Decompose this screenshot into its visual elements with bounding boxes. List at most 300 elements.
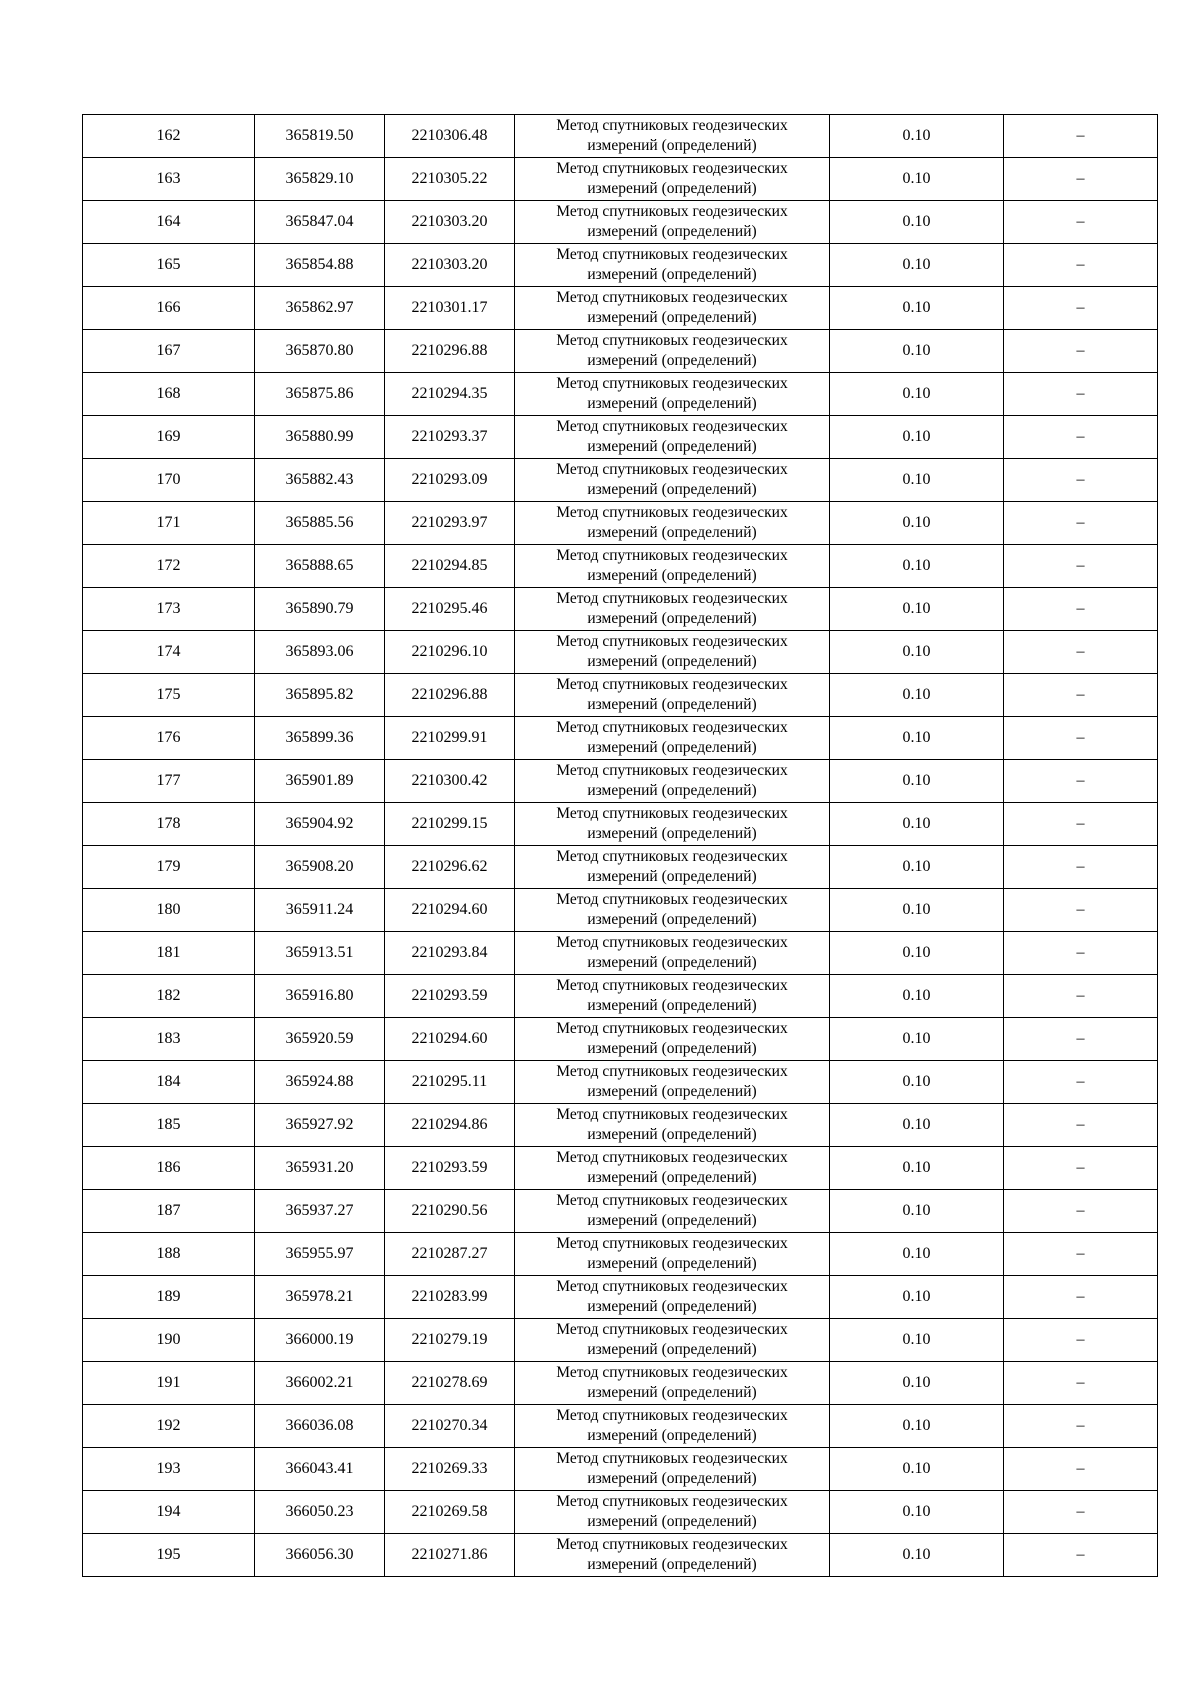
method-cell [515,889,830,932]
point-number-cell: 182 [83,975,255,1018]
y-coordinate-cell: 2210287.27 [385,1233,515,1276]
x-coordinate-cell: 365829.10 [255,158,385,201]
x-coordinate-cell: 365913.51 [255,932,385,975]
y-coordinate-cell: 2210300.42 [385,760,515,803]
table-row [83,1534,1158,1577]
method-cell [515,1448,830,1491]
note-cell: – [1004,1104,1158,1147]
note-cell: – [1004,416,1158,459]
method-line-2: измерений (определений) [587,1169,757,1186]
x-coordinate-cell: 365937.27 [255,1190,385,1233]
method-line-2: измерений (определений) [587,1212,757,1229]
method-line-2: измерений (определений) [587,266,757,283]
method-line-1: Метод спутниковых геодезических [556,1235,788,1252]
method-cell [515,1276,830,1319]
method-line-2: измерений (определений) [587,481,757,498]
table-row [83,674,1158,717]
y-coordinate-cell: 2210290.56 [385,1190,515,1233]
accuracy-cell: 0.10 [830,115,1004,158]
accuracy-cell: 0.10 [830,932,1004,975]
x-coordinate-cell: 365819.50 [255,115,385,158]
point-number-cell: 179 [83,846,255,889]
method-cell [515,459,830,502]
method-line-2: измерений (определений) [587,352,757,369]
method-cell [515,416,830,459]
accuracy-cell: 0.10 [830,760,1004,803]
table-row [83,889,1158,932]
method-line-1: Метод спутниковых геодезических [556,203,788,220]
table-row [83,717,1158,760]
y-coordinate-cell: 2210295.11 [385,1061,515,1104]
method-line-2: измерений (определений) [587,438,757,455]
y-coordinate-cell: 2210306.48 [385,115,515,158]
method-cell [515,330,830,373]
y-coordinate-cell: 2210299.91 [385,717,515,760]
note-cell: – [1004,545,1158,588]
method-line-2: измерений (определений) [587,1040,757,1057]
method-line-1: Метод спутниковых геодезических [556,461,788,478]
table-row [83,1233,1158,1276]
y-coordinate-cell: 2210269.33 [385,1448,515,1491]
accuracy-cell: 0.10 [830,803,1004,846]
method-line-2: измерений (определений) [587,1083,757,1100]
y-coordinate-cell: 2210293.09 [385,459,515,502]
method-line-2: измерений (определений) [587,1126,757,1143]
accuracy-cell: 0.10 [830,201,1004,244]
point-number-cell: 184 [83,1061,255,1104]
y-coordinate-cell: 2210296.62 [385,846,515,889]
y-coordinate-cell: 2210294.35 [385,373,515,416]
table-row [83,1061,1158,1104]
note-cell: – [1004,631,1158,674]
point-number-cell: 177 [83,760,255,803]
x-coordinate-cell: 365893.06 [255,631,385,674]
x-coordinate-cell: 365899.36 [255,717,385,760]
note-cell: – [1004,1405,1158,1448]
table-row [83,1319,1158,1362]
method-line-2: измерений (определений) [587,524,757,541]
note-cell: – [1004,1018,1158,1061]
method-line-1: Метод спутниковых геодезических [556,246,788,263]
table-row [83,588,1158,631]
y-coordinate-cell: 2210293.97 [385,502,515,545]
x-coordinate-cell: 365885.56 [255,502,385,545]
point-number-cell: 174 [83,631,255,674]
table-row [83,1491,1158,1534]
point-number-cell: 178 [83,803,255,846]
table-row [83,1448,1158,1491]
table-row [83,330,1158,373]
method-cell [515,1147,830,1190]
point-number-cell: 188 [83,1233,255,1276]
method-line-2: измерений (определений) [587,610,757,627]
accuracy-cell: 0.10 [830,244,1004,287]
y-coordinate-cell: 2210303.20 [385,244,515,287]
note-cell: – [1004,846,1158,889]
point-number-cell: 194 [83,1491,255,1534]
x-coordinate-cell: 365882.43 [255,459,385,502]
method-cell [515,631,830,674]
point-number-cell: 187 [83,1190,255,1233]
table-row [83,545,1158,588]
method-line-2: измерений (определений) [587,997,757,1014]
method-line-2: измерений (определений) [587,223,757,240]
x-coordinate-cell: 366043.41 [255,1448,385,1491]
point-number-cell: 163 [83,158,255,201]
note-cell: – [1004,717,1158,760]
y-coordinate-cell: 2210294.86 [385,1104,515,1147]
y-coordinate-cell: 2210295.46 [385,588,515,631]
y-coordinate-cell: 2210301.17 [385,287,515,330]
accuracy-cell: 0.10 [830,1104,1004,1147]
table-row [83,631,1158,674]
note-cell: – [1004,115,1158,158]
method-cell [515,1061,830,1104]
accuracy-cell: 0.10 [830,1061,1004,1104]
method-line-2: измерений (определений) [587,1341,757,1358]
table-row [83,244,1158,287]
method-line-2: измерений (определений) [587,1470,757,1487]
x-coordinate-cell: 365880.99 [255,416,385,459]
accuracy-cell: 0.10 [830,1233,1004,1276]
method-line-1: Метод спутниковых геодезических [556,590,788,607]
point-number-cell: 176 [83,717,255,760]
method-line-1: Метод спутниковых геодезических [556,1407,788,1424]
method-line-1: Метод спутниковых геодезических [556,1493,788,1510]
method-line-1: Метод спутниковых геодезических [556,1278,788,1295]
method-line-1: Метод спутниковых геодезических [556,1321,788,1338]
note-cell: – [1004,330,1158,373]
note-cell: – [1004,1534,1158,1577]
method-line-1: Метод спутниковых геодезических [556,805,788,822]
table-row [83,201,1158,244]
method-cell [515,158,830,201]
method-line-1: Метод спутниковых геодезических [556,1536,788,1553]
accuracy-cell: 0.10 [830,330,1004,373]
x-coordinate-cell: 365927.92 [255,1104,385,1147]
method-line-1: Метод спутниковых геодезических [556,848,788,865]
method-line-2: измерений (определений) [587,739,757,756]
method-cell [515,588,830,631]
x-coordinate-cell: 366002.21 [255,1362,385,1405]
x-coordinate-cell: 365904.92 [255,803,385,846]
note-cell: – [1004,1319,1158,1362]
table-row [83,416,1158,459]
method-cell [515,975,830,1018]
y-coordinate-cell: 2210296.10 [385,631,515,674]
method-line-1: Метод спутниковых геодезических [556,977,788,994]
method-line-1: Метод спутниковых геодезических [556,891,788,908]
table-row [83,975,1158,1018]
accuracy-cell: 0.10 [830,1147,1004,1190]
method-line-2: измерений (определений) [587,137,757,154]
method-line-2: измерений (определений) [587,696,757,713]
note-cell: – [1004,1362,1158,1405]
accuracy-cell: 0.10 [830,459,1004,502]
point-number-cell: 189 [83,1276,255,1319]
x-coordinate-cell: 365890.79 [255,588,385,631]
point-number-cell: 186 [83,1147,255,1190]
method-cell [515,244,830,287]
x-coordinate-cell: 365854.88 [255,244,385,287]
point-number-cell: 170 [83,459,255,502]
y-coordinate-cell: 2210303.20 [385,201,515,244]
method-line-2: измерений (определений) [587,309,757,326]
method-cell [515,1233,830,1276]
method-line-2: измерений (определений) [587,395,757,412]
table-row [83,1147,1158,1190]
table-row [83,1362,1158,1405]
note-cell: – [1004,803,1158,846]
point-number-cell: 181 [83,932,255,975]
x-coordinate-cell: 366050.23 [255,1491,385,1534]
method-line-2: измерений (определений) [587,1298,757,1315]
note-cell: – [1004,502,1158,545]
note-cell: – [1004,459,1158,502]
method-line-1: Метод спутниковых геодезических [556,1106,788,1123]
x-coordinate-cell: 365911.24 [255,889,385,932]
method-line-1: Метод спутниковых геодезических [556,504,788,521]
method-cell [515,115,830,158]
note-cell: – [1004,674,1158,717]
table-row [83,158,1158,201]
method-line-1: Метод спутниковых геодезических [556,676,788,693]
method-line-2: измерений (определений) [587,954,757,971]
table-row [83,803,1158,846]
table-row [83,1018,1158,1061]
y-coordinate-cell: 2210294.60 [385,1018,515,1061]
x-coordinate-cell: 365920.59 [255,1018,385,1061]
method-line-1: Метод спутниковых геодезических [556,762,788,779]
method-cell [515,846,830,889]
method-line-1: Метод спутниковых геодезических [556,547,788,564]
point-number-cell: 166 [83,287,255,330]
y-coordinate-cell: 2210278.69 [385,1362,515,1405]
method-cell [515,760,830,803]
table-row [83,1104,1158,1147]
accuracy-cell: 0.10 [830,158,1004,201]
method-cell [515,545,830,588]
note-cell: – [1004,1491,1158,1534]
point-number-cell: 169 [83,416,255,459]
point-number-cell: 164 [83,201,255,244]
point-number-cell: 183 [83,1018,255,1061]
method-line-1: Метод спутниковых геодезических [556,1364,788,1381]
method-line-1: Метод спутниковых геодезических [556,1063,788,1080]
method-line-2: измерений (определений) [587,868,757,885]
point-number-cell: 165 [83,244,255,287]
y-coordinate-cell: 2210269.58 [385,1491,515,1534]
point-number-cell: 190 [83,1319,255,1362]
method-cell [515,717,830,760]
accuracy-cell: 0.10 [830,975,1004,1018]
method-cell [515,502,830,545]
note-cell: – [1004,1190,1158,1233]
table-row [83,932,1158,975]
accuracy-cell: 0.10 [830,588,1004,631]
note-cell: – [1004,889,1158,932]
method-line-1: Метод спутниковых геодезических [556,1149,788,1166]
method-line-1: Метод спутниковых геодезических [556,160,788,177]
note-cell: – [1004,158,1158,201]
note-cell: – [1004,1233,1158,1276]
accuracy-cell: 0.10 [830,631,1004,674]
table-row [83,115,1158,158]
method-line-1: Метод спутниковых геодезических [556,117,788,134]
method-cell [515,1018,830,1061]
x-coordinate-cell: 365916.80 [255,975,385,1018]
y-coordinate-cell: 2210296.88 [385,674,515,717]
accuracy-cell: 0.10 [830,1362,1004,1405]
point-number-cell: 195 [83,1534,255,1577]
accuracy-cell: 0.10 [830,717,1004,760]
accuracy-cell: 0.10 [830,373,1004,416]
table-row [83,502,1158,545]
x-coordinate-cell: 365955.97 [255,1233,385,1276]
method-cell [515,287,830,330]
y-coordinate-cell: 2210293.37 [385,416,515,459]
method-line-2: измерений (определений) [587,1513,757,1530]
x-coordinate-cell: 366000.19 [255,1319,385,1362]
method-cell [515,1362,830,1405]
accuracy-cell: 0.10 [830,1491,1004,1534]
point-number-cell: 175 [83,674,255,717]
note-cell: – [1004,373,1158,416]
table-row [83,760,1158,803]
accuracy-cell: 0.10 [830,1018,1004,1061]
accuracy-cell: 0.10 [830,1534,1004,1577]
accuracy-cell: 0.10 [830,889,1004,932]
y-coordinate-cell: 2210279.19 [385,1319,515,1362]
y-coordinate-cell: 2210283.99 [385,1276,515,1319]
point-number-cell: 167 [83,330,255,373]
method-cell [515,932,830,975]
x-coordinate-cell: 365924.88 [255,1061,385,1104]
accuracy-cell: 0.10 [830,846,1004,889]
method-line-1: Метод спутниковых геодезических [556,332,788,349]
point-number-cell: 168 [83,373,255,416]
method-line-2: измерений (определений) [587,1384,757,1401]
method-line-2: измерений (определений) [587,825,757,842]
method-cell [515,1190,830,1233]
note-cell: – [1004,588,1158,631]
point-number-cell: 185 [83,1104,255,1147]
y-coordinate-cell: 2210293.84 [385,932,515,975]
note-cell: – [1004,975,1158,1018]
method-line-1: Метод спутниковых геодезических [556,633,788,650]
y-coordinate-cell: 2210293.59 [385,1147,515,1190]
table-row [83,287,1158,330]
note-cell: – [1004,1061,1158,1104]
y-coordinate-cell: 2210294.85 [385,545,515,588]
method-line-2: измерений (определений) [587,653,757,670]
accuracy-cell: 0.10 [830,674,1004,717]
accuracy-cell: 0.10 [830,287,1004,330]
method-line-1: Метод спутниковых геодезических [556,1020,788,1037]
table-row [83,459,1158,502]
note-cell: – [1004,1448,1158,1491]
table-row [83,1276,1158,1319]
x-coordinate-cell: 365901.89 [255,760,385,803]
method-cell [515,1104,830,1147]
x-coordinate-cell: 366056.30 [255,1534,385,1577]
accuracy-cell: 0.10 [830,416,1004,459]
table-row [83,846,1158,889]
coordinates-table [82,114,1158,1577]
method-cell [515,674,830,717]
point-number-cell: 191 [83,1362,255,1405]
point-number-cell: 162 [83,115,255,158]
point-number-cell: 173 [83,588,255,631]
x-coordinate-cell: 365847.04 [255,201,385,244]
point-number-cell: 192 [83,1405,255,1448]
point-number-cell: 171 [83,502,255,545]
accuracy-cell: 0.10 [830,1276,1004,1319]
table-row [83,373,1158,416]
method-line-1: Метод спутниковых геодезических [556,289,788,306]
x-coordinate-cell: 366036.08 [255,1405,385,1448]
method-line-1: Метод спутниковых геодезических [556,934,788,951]
method-cell [515,201,830,244]
y-coordinate-cell: 2210296.88 [385,330,515,373]
accuracy-cell: 0.10 [830,502,1004,545]
coordinates-table-body [83,115,1158,1577]
x-coordinate-cell: 365870.80 [255,330,385,373]
method-cell [515,373,830,416]
note-cell: – [1004,1276,1158,1319]
method-cell [515,1534,830,1577]
y-coordinate-cell: 2210270.34 [385,1405,515,1448]
accuracy-cell: 0.10 [830,1190,1004,1233]
point-number-cell: 193 [83,1448,255,1491]
x-coordinate-cell: 365931.20 [255,1147,385,1190]
y-coordinate-cell: 2210299.15 [385,803,515,846]
note-cell: – [1004,932,1158,975]
x-coordinate-cell: 365978.21 [255,1276,385,1319]
accuracy-cell: 0.10 [830,545,1004,588]
note-cell: – [1004,1147,1158,1190]
x-coordinate-cell: 365862.97 [255,287,385,330]
note-cell: – [1004,244,1158,287]
method-line-2: измерений (определений) [587,180,757,197]
point-number-cell: 172 [83,545,255,588]
method-line-1: Метод спутниковых геодезических [556,418,788,435]
method-line-2: измерений (определений) [587,1255,757,1272]
y-coordinate-cell: 2210294.60 [385,889,515,932]
method-cell [515,1319,830,1362]
method-line-2: измерений (определений) [587,1556,757,1573]
table-row [83,1190,1158,1233]
y-coordinate-cell: 2210305.22 [385,158,515,201]
method-line-2: измерений (определений) [587,782,757,799]
note-cell: – [1004,287,1158,330]
method-cell [515,1491,830,1534]
table-row [83,1405,1158,1448]
x-coordinate-cell: 365908.20 [255,846,385,889]
point-number-cell: 180 [83,889,255,932]
x-coordinate-cell: 365875.86 [255,373,385,416]
method-line-2: измерений (определений) [587,567,757,584]
method-cell [515,1405,830,1448]
method-line-2: измерений (определений) [587,911,757,928]
method-line-1: Метод спутниковых геодезических [556,1450,788,1467]
note-cell: – [1004,760,1158,803]
x-coordinate-cell: 365895.82 [255,674,385,717]
accuracy-cell: 0.10 [830,1319,1004,1362]
x-coordinate-cell: 365888.65 [255,545,385,588]
method-line-2: измерений (определений) [587,1427,757,1444]
method-line-1: Метод спутниковых геодезических [556,1192,788,1209]
